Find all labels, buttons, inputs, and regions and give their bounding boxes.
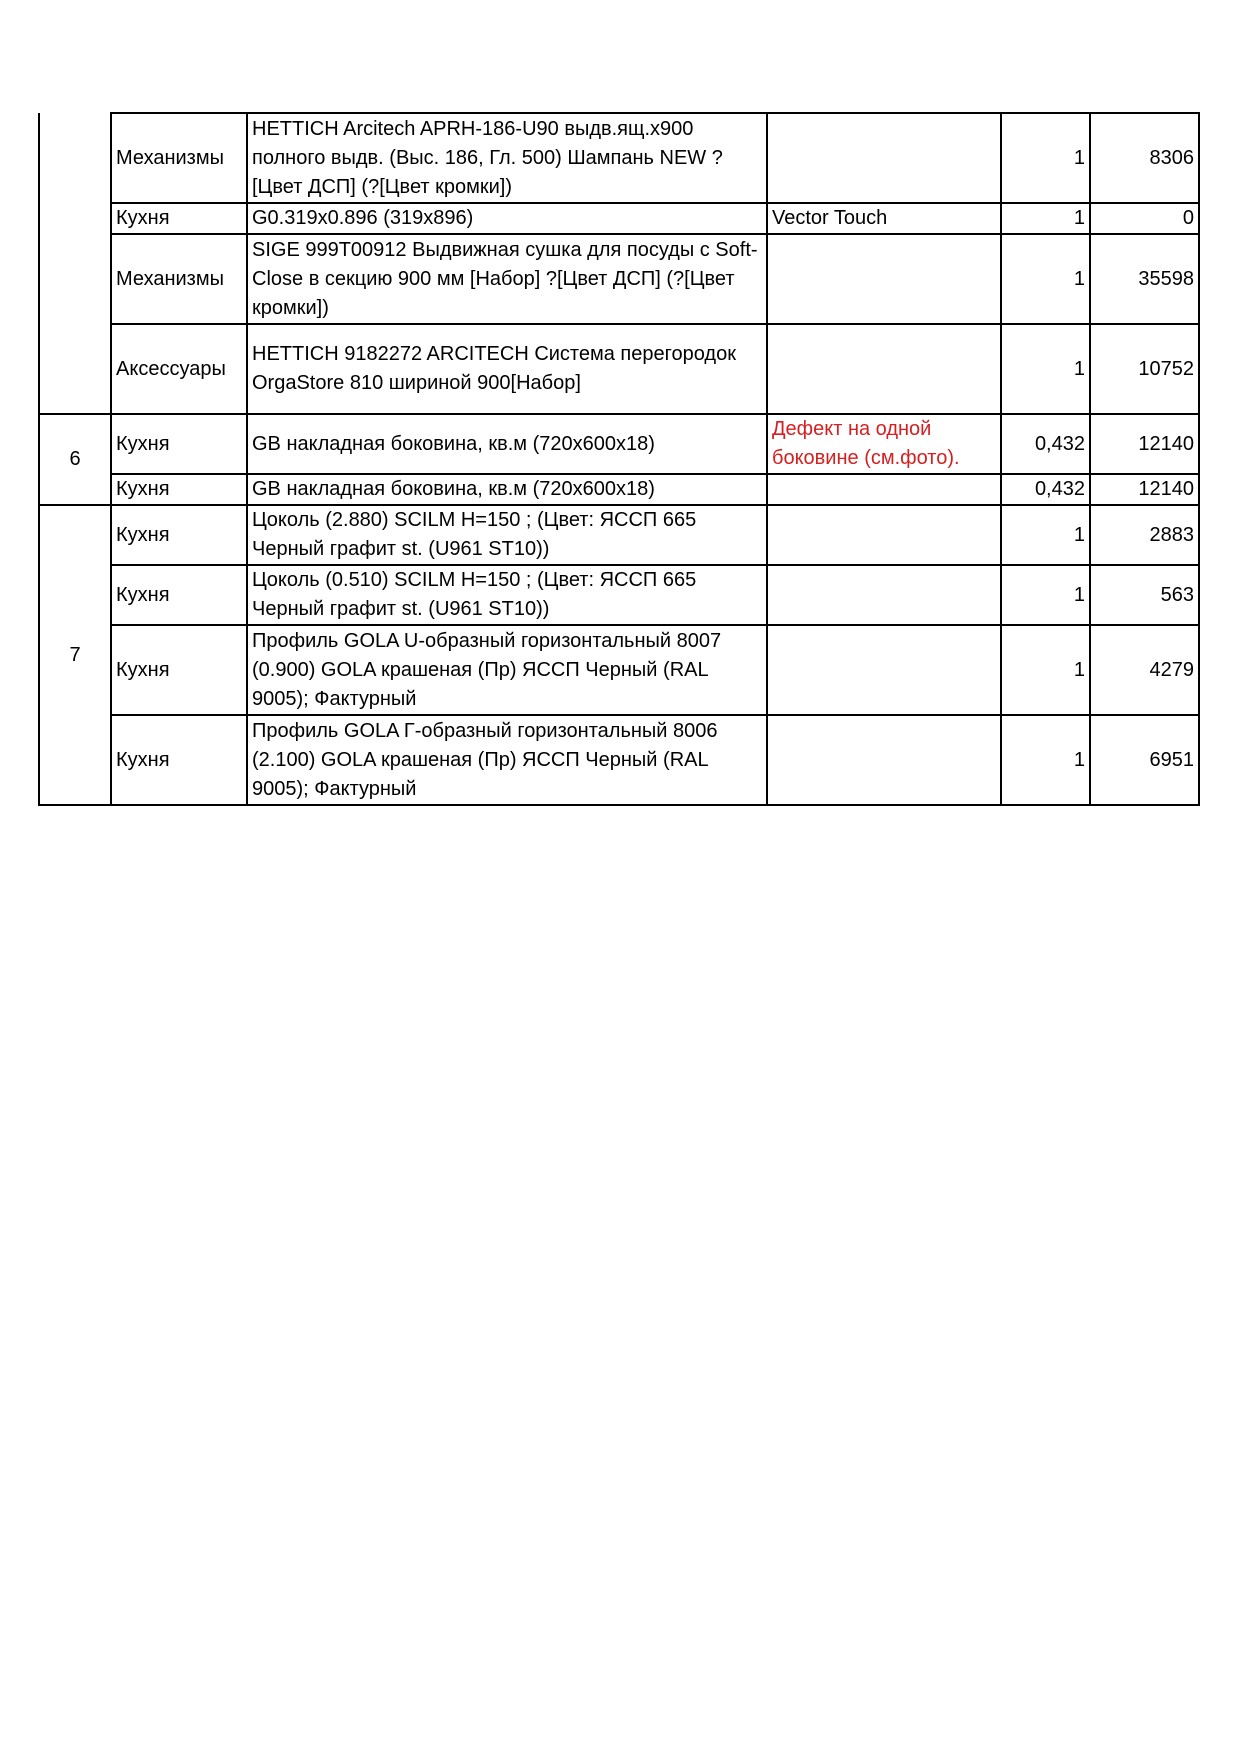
quantity-cell: 0,432 [1001, 474, 1090, 505]
table-row [39, 414, 1199, 474]
category-cell: Кухня [111, 203, 247, 234]
note-cell [767, 505, 1001, 565]
price-cell: 12140 [1090, 414, 1199, 474]
category-cell: Механизмы [111, 113, 247, 203]
quantity-cell: 1 [1001, 324, 1090, 414]
table-row [39, 203, 1199, 234]
item-name-cell: Профиль GOLA U-образный горизонтальный 8007 (0.900) GOLA крашеная (Пр) ЯССП Черный (RAL 9005); Фактурный [247, 625, 767, 715]
table-row [39, 324, 1199, 414]
category-cell: Кухня [111, 715, 247, 805]
item-name-cell: G0.319x0.896 (319x896) [247, 203, 767, 234]
note-cell [767, 715, 1001, 805]
specification-table [38, 112, 1200, 806]
category-cell: Механизмы [111, 234, 247, 324]
quantity-cell: 1 [1001, 565, 1090, 625]
quantity-cell: 1 [1001, 715, 1090, 805]
quantity-cell: 1 [1001, 505, 1090, 565]
item-name-cell: Профиль GOLA Г-образный горизонтальный 8006 (2.100) GOLA крашеная (Пр) ЯССП Черный (RAL 9005); Фактурный [247, 715, 767, 805]
item-name-cell: HETTICH 9182272 ARCITECH Система перегородок OrgaStore 810 шириной 900[Набор] [247, 324, 767, 414]
table-row [39, 715, 1199, 805]
quantity-cell: 1 [1001, 625, 1090, 715]
item-name-cell: SIGE 999T00912 Выдвижная сушка для посуды с Soft-Close в секцию 900 мм [Набор] ?[Цвет ДСП] (?[Цвет кромки]) [247, 234, 767, 324]
defect-note-cell: Дефект на одной боковине (см.фото). [767, 414, 1001, 474]
note-cell [767, 113, 1001, 203]
category-cell: Кухня [111, 505, 247, 565]
item-name-cell: GB накладная боковина, кв.м (720x600x18) [247, 414, 767, 474]
table-row [39, 505, 1199, 565]
price-cell: 0 [1090, 203, 1199, 234]
note-cell [767, 565, 1001, 625]
note-cell [767, 234, 1001, 324]
price-cell: 8306 [1090, 113, 1199, 203]
item-name-cell: Цоколь (2.880) SCILM H=150 ; (Цвет: ЯССП 665 Черный графит st. (U961 ST10)) [247, 505, 767, 565]
note-cell [767, 474, 1001, 505]
quantity-cell: 0,432 [1001, 414, 1090, 474]
table-row [39, 234, 1199, 324]
quantity-cell: 1 [1001, 203, 1090, 234]
group-number-cell: 7 [39, 505, 111, 805]
item-name-cell: HETTICH Arcitech APRH-186-U90 выдв.ящ.х900 полного выдв. (Выс. 186, Гл. 500) Шампань NEW ?[Цвет ДСП] (?[Цвет кромки]) [247, 113, 767, 203]
quantity-cell: 1 [1001, 113, 1090, 203]
note-cell [767, 324, 1001, 414]
quantity-cell: 1 [1001, 234, 1090, 324]
note-cell: Vector Touch [767, 203, 1001, 234]
category-cell: Кухня [111, 565, 247, 625]
group-number-cell: 6 [39, 414, 111, 505]
group-number-cell [39, 113, 111, 414]
price-cell: 35598 [1090, 234, 1199, 324]
table-row [39, 474, 1199, 505]
price-cell: 4279 [1090, 625, 1199, 715]
category-cell: Кухня [111, 625, 247, 715]
price-cell: 2883 [1090, 505, 1199, 565]
note-cell [767, 625, 1001, 715]
price-cell: 563 [1090, 565, 1199, 625]
item-name-cell: Цоколь (0.510) SCILM H=150 ; (Цвет: ЯССП 665 Черный графит st. (U961 ST10)) [247, 565, 767, 625]
price-cell: 6951 [1090, 715, 1199, 805]
price-cell: 10752 [1090, 324, 1199, 414]
item-name-cell: GB накладная боковина, кв.м (720x600x18) [247, 474, 767, 505]
category-cell: Кухня [111, 414, 247, 474]
price-cell: 12140 [1090, 474, 1199, 505]
category-cell: Аксессуары [111, 324, 247, 414]
table-row [39, 113, 1199, 203]
category-cell: Кухня [111, 474, 247, 505]
table-row [39, 625, 1199, 715]
table-row [39, 565, 1199, 625]
